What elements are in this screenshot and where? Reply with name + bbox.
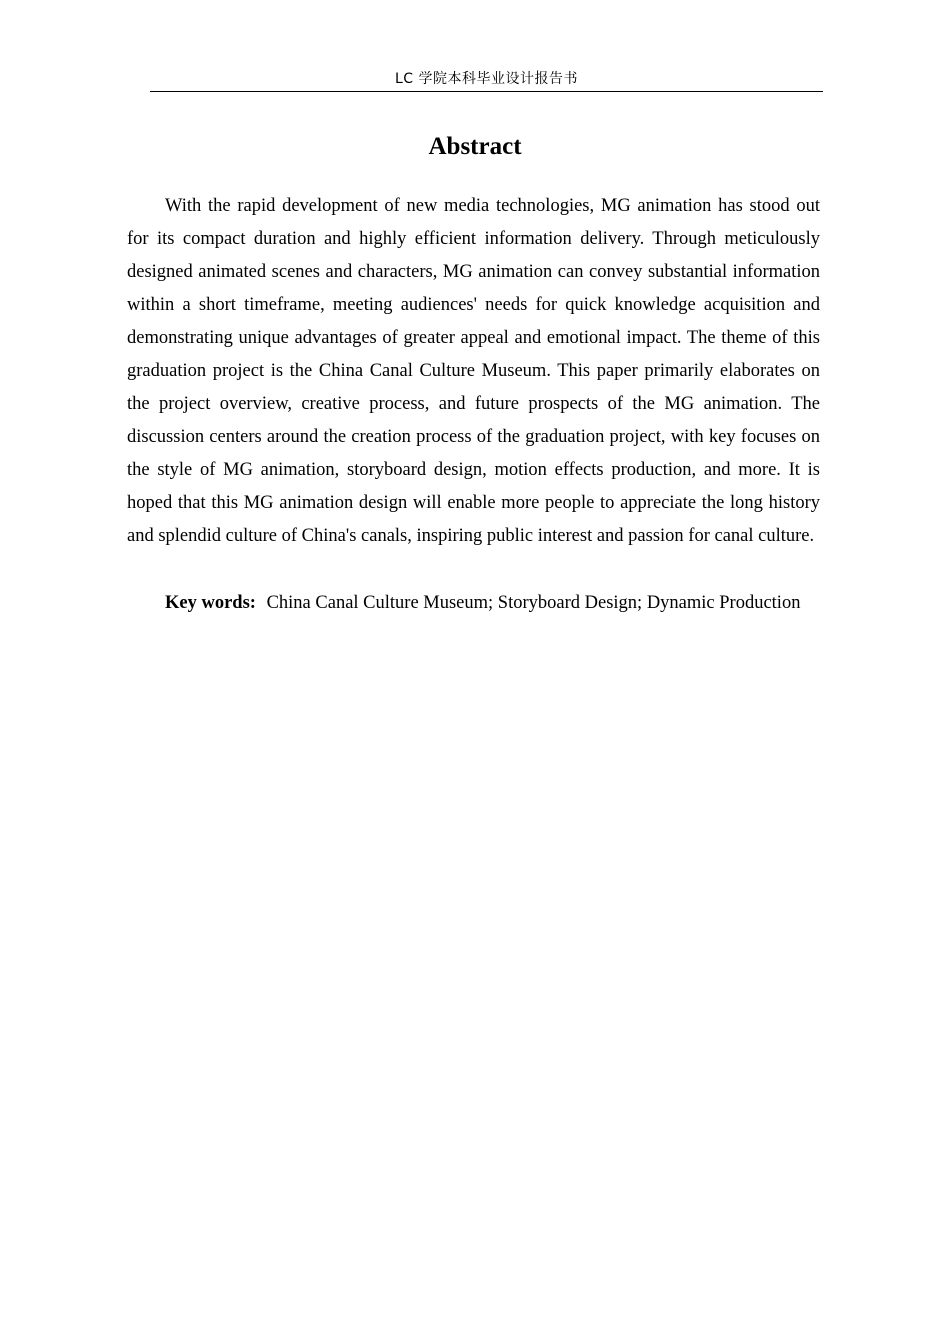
page-header bbox=[150, 70, 823, 92]
abstract-title: Abstract bbox=[428, 133, 522, 160]
keywords-text: China Canal Culture Museum; Storyboard Design; Dynamic Production bbox=[266, 593, 801, 613]
header-text: LC 学院本科毕业设计报告书 bbox=[394, 71, 579, 87]
keywords-line bbox=[127, 587, 827, 620]
keywords-label: Key words: bbox=[165, 593, 256, 613]
abstract-body: With the rapid development of new media technologies, MG animation has stood out for its compact duration and highly efficient information delivery. Through meticulously designed animated scenes and characters, MG animation can convey substantial information within a short timeframe, meeting audiences' needs for quick knowledge acquisition and demonstrating unique advantages of greater appeal and emotional impact. The theme of this graduation project is the China Canal Culture Museum. This paper primarily elaborates on the project overview, creative process, and future prospects of the MG animation. The discussion centers around the creation process of the graduation project, with key focuses on the style of MG animation, storyboard design, motion effects production, and more. It is hoped that this MG animation design will enable more people to appreciate the long history and splendid culture of China's canals, inspiring public interest and passion for canal culture. bbox=[127, 196, 820, 546]
